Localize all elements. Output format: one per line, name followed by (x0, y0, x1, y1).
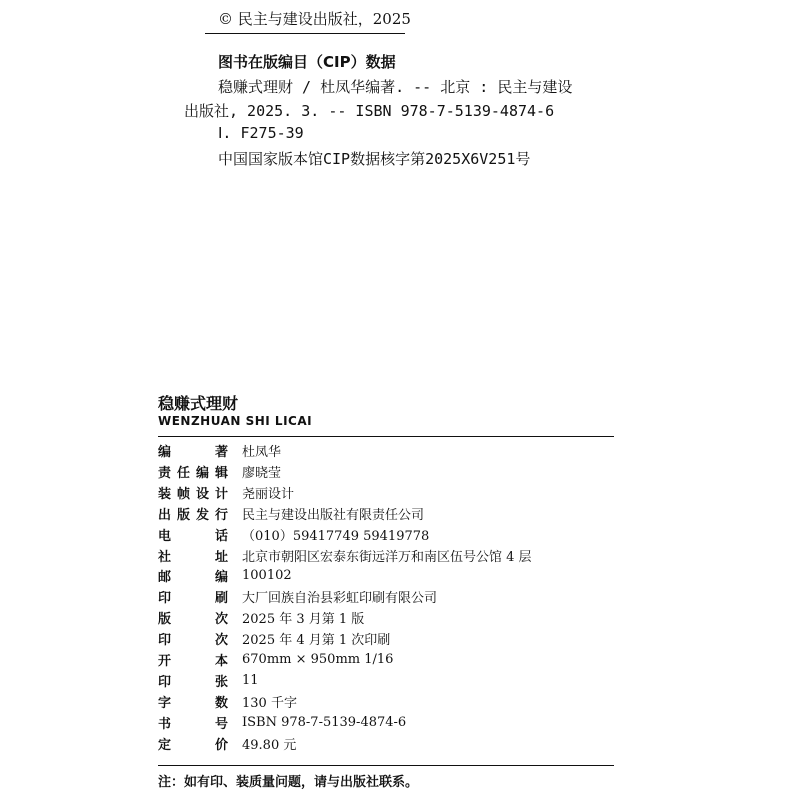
info-label: 印 次 (158, 633, 228, 649)
info-label: 版 次 (158, 612, 228, 628)
info-row (158, 524, 429, 545)
cip-line-1: 稳赚式理财 / 杜凤华编著. -- 北京 : 民主与建设 (218, 78, 573, 96)
info-value: （010）59417749 59419778 (242, 528, 430, 544)
info-value: 130 千字 (242, 695, 297, 711)
info-label: 电 话 (158, 528, 228, 544)
quality-footnote: 注：如有印、装质量问题，请与出版社联系。 (158, 775, 419, 790)
info-label: 邮 编 (158, 570, 228, 586)
info-label: 定 价 (158, 737, 228, 753)
info-value: 2025 年 4 月第 1 次印刷 (242, 633, 391, 649)
info-value: 670mm × 950mm 1/16 (242, 652, 394, 667)
info-value: 北京市朝阳区宏泰东街远洋万和南区伍号公馆 4 层 (242, 549, 532, 565)
info-value: 廖晓莹 (242, 465, 282, 481)
info-row (158, 628, 390, 649)
cip-line-4: 中国国家版本馆CIP数据核字第2025X6V251号 (218, 150, 531, 168)
info-row (158, 712, 406, 733)
info-label: 印 刷 (158, 591, 228, 607)
cip-title: 图书在版编目（CIP）数据 (218, 53, 396, 71)
info-label: 字 数 (158, 695, 228, 711)
info-label: 印 张 (158, 674, 228, 690)
info-row (158, 607, 364, 628)
info-row (158, 503, 424, 524)
info-row (158, 649, 393, 670)
info-value: 大厂回族自治县彩虹印刷有限公司 (242, 591, 438, 607)
info-value: 民主与建设出版社有限责任公司 (242, 507, 425, 523)
info-value: 100102 (242, 568, 292, 584)
info-value: 杜凤华 (242, 445, 282, 460)
copyright-notice: © 民主与建设出版社，2025 (218, 10, 411, 28)
info-label: 编 著 (158, 445, 228, 460)
cip-line-3: Ⅰ. F275-39 (218, 124, 304, 142)
info-label: 开 本 (158, 654, 228, 669)
copyright-divider (205, 33, 405, 34)
info-label: 责 任 编 辑 (158, 465, 228, 481)
info-label: 装 帧 设 计 (158, 486, 228, 502)
info-row (158, 733, 296, 754)
info-table-bottom-rule (158, 765, 614, 766)
cip-line-2: 出版社, 2025. 3. -- ISBN 978-7-5139-4874-6 (184, 102, 555, 120)
info-row (158, 482, 294, 503)
info-row (158, 586, 437, 607)
info-label: 社 址 (158, 549, 228, 565)
info-value: 11 (242, 672, 259, 688)
info-row (158, 691, 297, 712)
info-value: 49.80 元 (242, 737, 297, 753)
info-row (158, 545, 532, 566)
info-label: 书 号 (158, 716, 228, 732)
info-row (158, 461, 281, 482)
info-value: ISBN 978-7-5139-4874-6 (242, 714, 407, 730)
info-row (158, 440, 281, 461)
book-title-pinyin: WENZHUAN SHI LICAI (158, 414, 313, 428)
info-label: 出 版 发 行 (158, 507, 228, 523)
info-row (158, 670, 259, 691)
info-value: 2025 年 3 月第 1 版 (242, 612, 365, 628)
info-row (158, 565, 292, 586)
info-value: 尧丽设计 (242, 486, 295, 502)
info-table-top-rule (158, 436, 614, 437)
book-title: 稳赚式理财 (158, 394, 239, 413)
